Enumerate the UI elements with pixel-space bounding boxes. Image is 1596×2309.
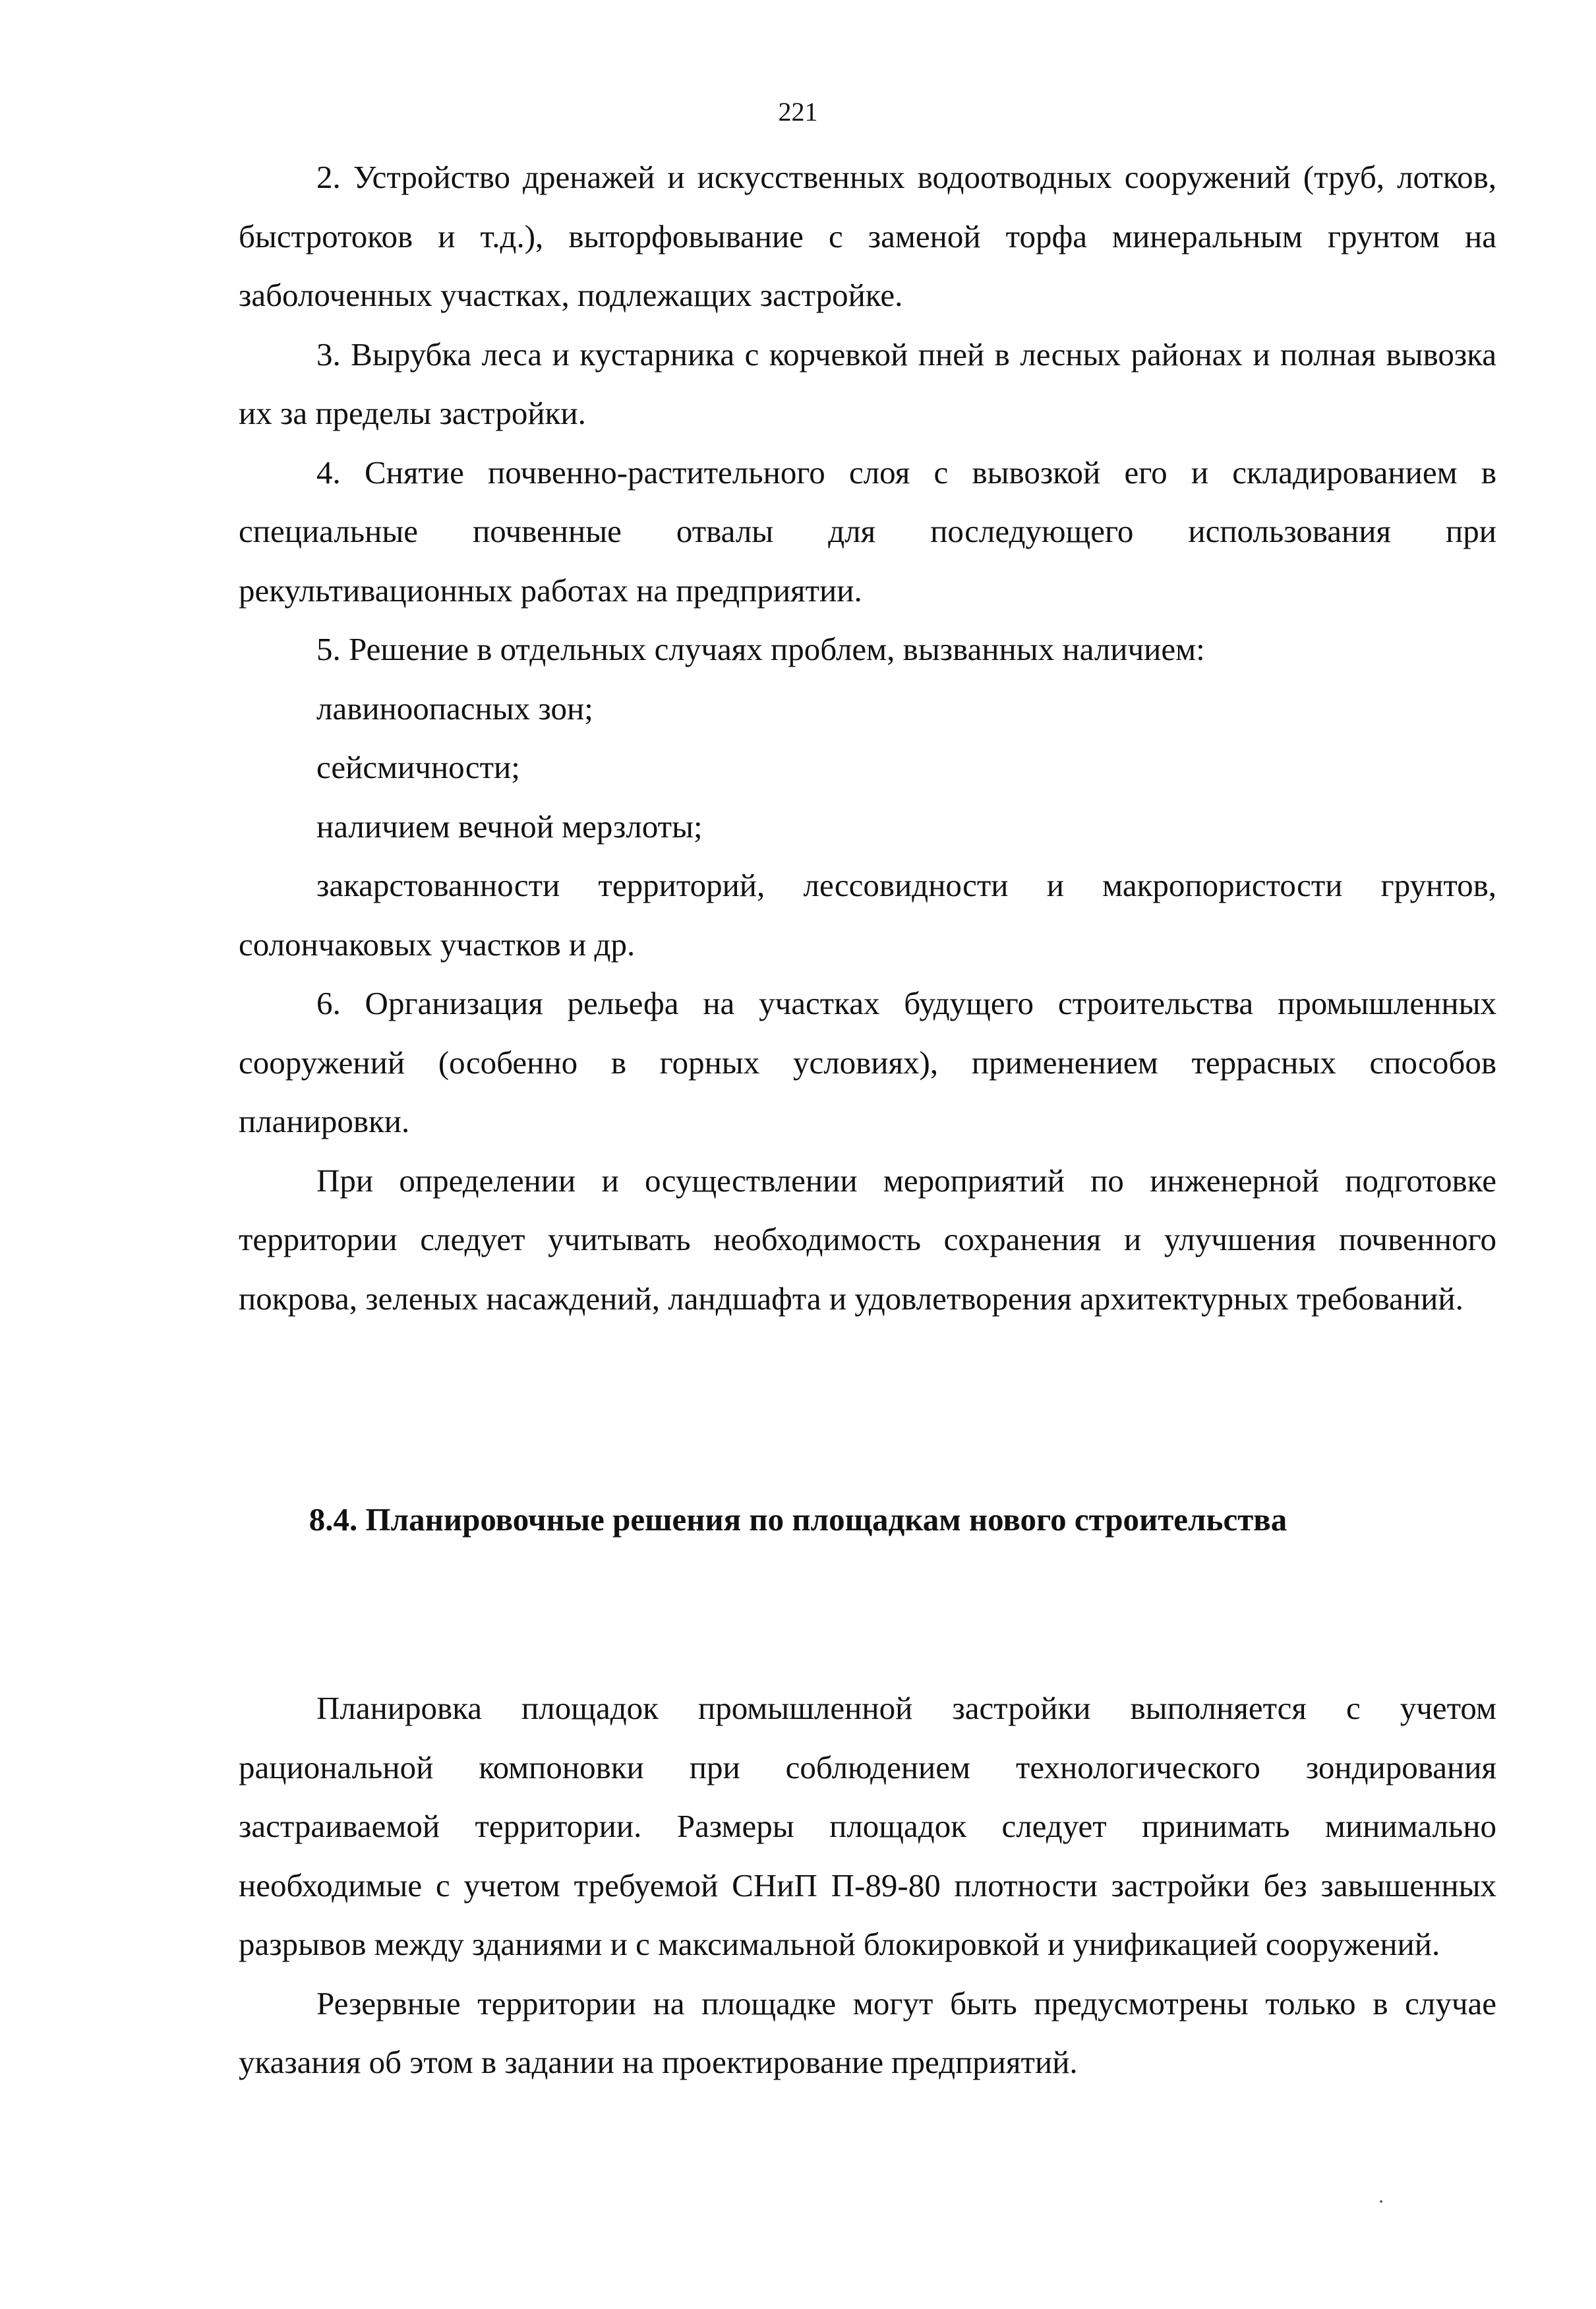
list-line-seismicity: сейсмичности; [316, 749, 520, 785]
paragraph-item-6: 6. Организация рельефа на участках будущего строительства промышленных сооружений (особенно в горных условиях), применением террасных способов планировки. [239, 985, 1496, 1139]
list-line-karst: закарстованности территорий, лессовидности и макропористости грунтов, солончаковых участков и др. [239, 867, 1496, 963]
paragraph-item-2: 2. Устройство дренажей и искусственных водоотводных сооружений (труб, лотков, быстротоков и т.д.), выторфовывание с заменой торфа минеральным грунтом на заболоченных участках, подлежащих застройке. [239, 159, 1496, 313]
list-line-permafrost: наличием вечной мерзлоты; [316, 808, 703, 845]
paragraph-planning: Планировка площадок промышленной застройки выполняется с учетом рациональной компоновки при соблюдением технологического зондирования застраиваемой территории. Размеры площадок следует принимать минимально необходимые с учетом требуемой СНиП П-89-80 плотности застройки без завышенных разрывов между зданиями и с максимальной блокировкой и унификацией сооружений. [239, 1690, 1496, 1962]
paragraph-item-3: 3. Вырубка леса и кустарника с корчевкой пней в лесных районах и полная вывозка их за пределы застройки. [239, 336, 1496, 431]
paragraph-item-4: 4. Снятие почвенно-растительного слоя с вывозкой его и складированием в специальные почвенные отвалы для последующего использования при рекультивационных работах на предприятии. [239, 454, 1496, 609]
page-number: 221 [778, 97, 818, 127]
text-block-engineering-preparation [239, 148, 1496, 1328]
paragraph-reserve-territories: Резервные территории на площадке могут быть предусмотрены только в случае указания об этом в задании на проектирование предприятий. [239, 1985, 1496, 2080]
paragraph-item-5: 5. Решение в отдельных случаях проблем, вызванных наличием: [316, 631, 1205, 667]
paragraph-conclusion: При определении и осуществлении мероприятий по инженерной подготовке территории следует учитывать необходимость сохранения и улучшения почвенного покрова, зеленых насаждений, ландшафта и удовлетворения архитектурных требований. [239, 1162, 1496, 1317]
scan-speck [1380, 2200, 1382, 2203]
text-block-planning [239, 1679, 1496, 2092]
section-heading: 8.4. Планировочные решения по площадкам нового строительства [309, 1501, 1287, 1538]
list-line-avalanche: лавиноопасных зон; [316, 690, 593, 727]
